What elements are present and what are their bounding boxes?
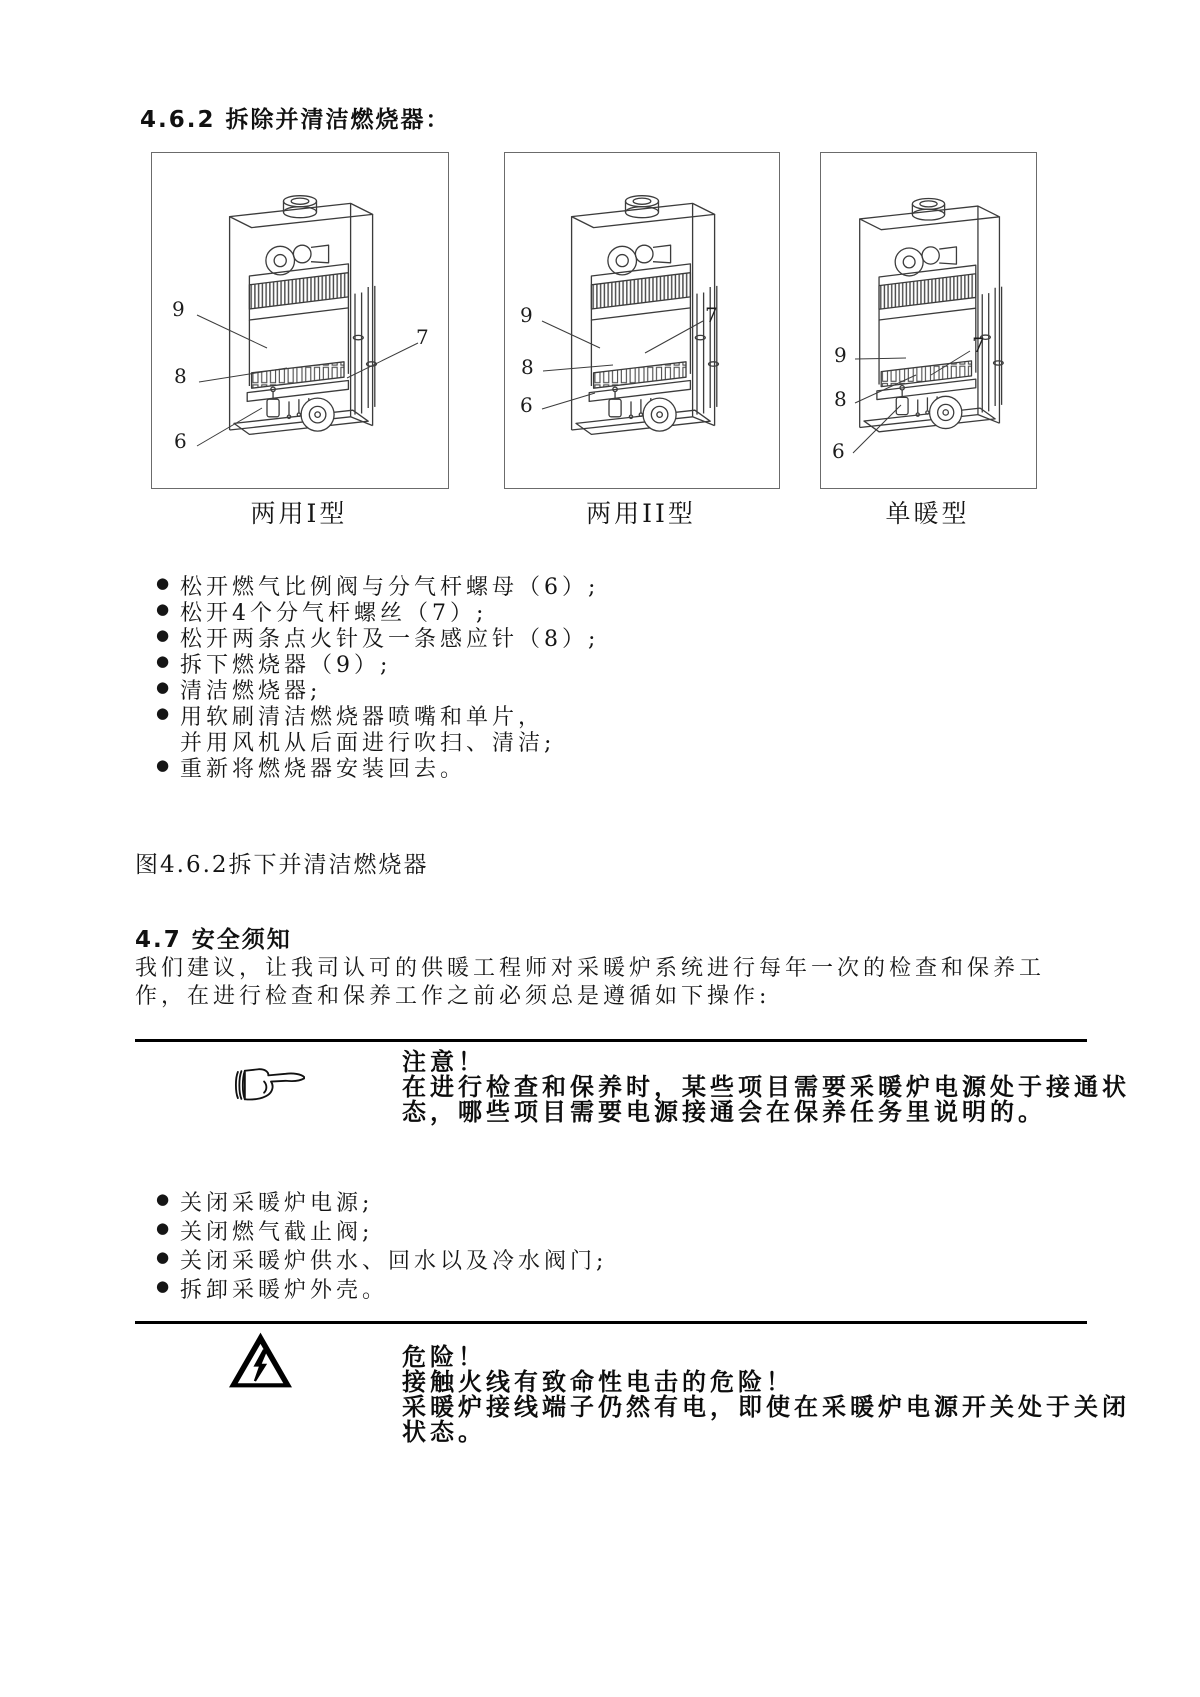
part-label-8: 8 bbox=[174, 364, 187, 388]
burner-steps-list bbox=[156, 570, 600, 782]
part-label-8: 8 bbox=[834, 387, 847, 411]
note-divider-rule bbox=[135, 1039, 1087, 1042]
list-item-continuation bbox=[156, 726, 599, 756]
figure-number-caption: 图4.6.2拆下并清洁燃烧器 bbox=[135, 852, 429, 878]
list-item-text: 松开两条点火针及一条感应针（8）; bbox=[180, 627, 600, 652]
list-item bbox=[156, 570, 600, 600]
bullet-icon: ● bbox=[156, 1248, 170, 1266]
figure-caption-heating-only: 单暖型 bbox=[885, 499, 970, 528]
part-label-9: 9 bbox=[520, 303, 533, 327]
section-4-7-title: 4.7 安全须知 bbox=[135, 927, 292, 953]
danger-text-line3: 状态。 bbox=[402, 1418, 486, 1446]
bullet-icon: ● bbox=[156, 626, 170, 644]
list-item bbox=[156, 700, 599, 730]
danger-block bbox=[402, 1345, 1130, 1445]
bullet-icon: ● bbox=[156, 1190, 170, 1208]
danger-title: 危险！ bbox=[402, 1343, 486, 1371]
list-item-text: 关闭采暖炉电源; bbox=[180, 1191, 374, 1216]
pointing-hand-icon bbox=[232, 1065, 310, 1105]
figure-box-heating-only bbox=[820, 152, 1037, 489]
leader-lines bbox=[152, 153, 448, 488]
part-label-6: 6 bbox=[832, 439, 845, 463]
bullet-icon: ● bbox=[156, 1219, 170, 1237]
bullet-icon: ● bbox=[156, 600, 170, 618]
bullet-icon: ● bbox=[156, 678, 170, 696]
intro-paragraph-line1: 我们建议，让我司认可的供暖工程师对采暖炉系统进行每年一次的检查和保养工 bbox=[135, 956, 1046, 981]
part-label-7: 7 bbox=[705, 303, 718, 327]
part-label-9: 9 bbox=[172, 297, 185, 321]
bullet-icon: ● bbox=[156, 1277, 170, 1295]
intro-paragraph-line2: 作，在进行检查和保养工作之前必须总是遵循如下操作: bbox=[135, 984, 771, 1009]
list-item-text: 松开4个分气杆螺丝（7）; bbox=[180, 601, 488, 626]
bullet-icon: ● bbox=[156, 756, 170, 774]
part-label-7: 7 bbox=[972, 333, 985, 357]
leader-lines bbox=[821, 153, 1036, 488]
danger-text-line1: 接触火线有致命性电击的危险！ bbox=[402, 1368, 794, 1396]
section-4-6-2-title: 4.6.2 拆除并清洁燃烧器： bbox=[140, 107, 451, 133]
figure-caption-dual-type-1: 两用I型 bbox=[250, 499, 348, 528]
list-item-text: 并用风机从后面进行吹扫、清洁; bbox=[180, 731, 556, 756]
bullet-icon: ● bbox=[156, 704, 170, 722]
bullet-icon: ● bbox=[156, 652, 170, 670]
part-label-6: 6 bbox=[520, 393, 533, 417]
list-item bbox=[156, 1244, 607, 1273]
list-item-text: 清洁燃烧器; bbox=[180, 679, 322, 704]
list-item bbox=[156, 1273, 607, 1302]
part-label-7: 7 bbox=[416, 325, 429, 349]
list-item bbox=[156, 1186, 607, 1215]
note-title: 注意！ bbox=[402, 1048, 486, 1076]
note-block bbox=[402, 1050, 1130, 1125]
electric-hazard-icon bbox=[227, 1331, 294, 1389]
note-text-line1: 在进行检查和保养时，某些项目需要采暖炉电源处于接通状 bbox=[402, 1073, 1130, 1101]
part-label-6: 6 bbox=[174, 429, 187, 453]
figure-caption-dual-type-2: 两用II型 bbox=[586, 499, 696, 528]
note-text-line2: 态，哪些项目需要电源接通会在保养任务里说明的。 bbox=[402, 1098, 1046, 1126]
part-label-9: 9 bbox=[834, 343, 847, 367]
list-item-text: 关闭采暖炉供水、回水以及冷水阀门; bbox=[180, 1249, 608, 1274]
safety-steps-list bbox=[156, 1186, 607, 1302]
list-item-text: 用软刷清洁燃烧器喷嘴和单片， bbox=[180, 705, 545, 730]
figure-box-dual-type-2 bbox=[504, 152, 780, 489]
list-item bbox=[156, 622, 600, 652]
bullet-icon: ● bbox=[156, 574, 170, 592]
leader-lines bbox=[505, 153, 779, 488]
list-item-text: 拆下燃烧器（9）; bbox=[180, 653, 392, 678]
danger-text-line2: 采暖炉接线端子仍然有电，即使在采暖炉电源开关处于关闭 bbox=[402, 1393, 1130, 1421]
part-label-8: 8 bbox=[521, 355, 534, 379]
list-item-text: 关闭燃气截止阀; bbox=[180, 1220, 374, 1245]
danger-divider-rule bbox=[135, 1321, 1087, 1324]
list-item-text: 重新将燃烧器安装回去。 bbox=[180, 757, 467, 782]
figure-box-dual-type-1 bbox=[151, 152, 449, 489]
list-item-text: 拆卸采暖炉外壳。 bbox=[180, 1278, 389, 1303]
list-item bbox=[156, 1215, 607, 1244]
list-item-text: 松开燃气比例阀与分气杆螺母（6）; bbox=[180, 575, 600, 600]
